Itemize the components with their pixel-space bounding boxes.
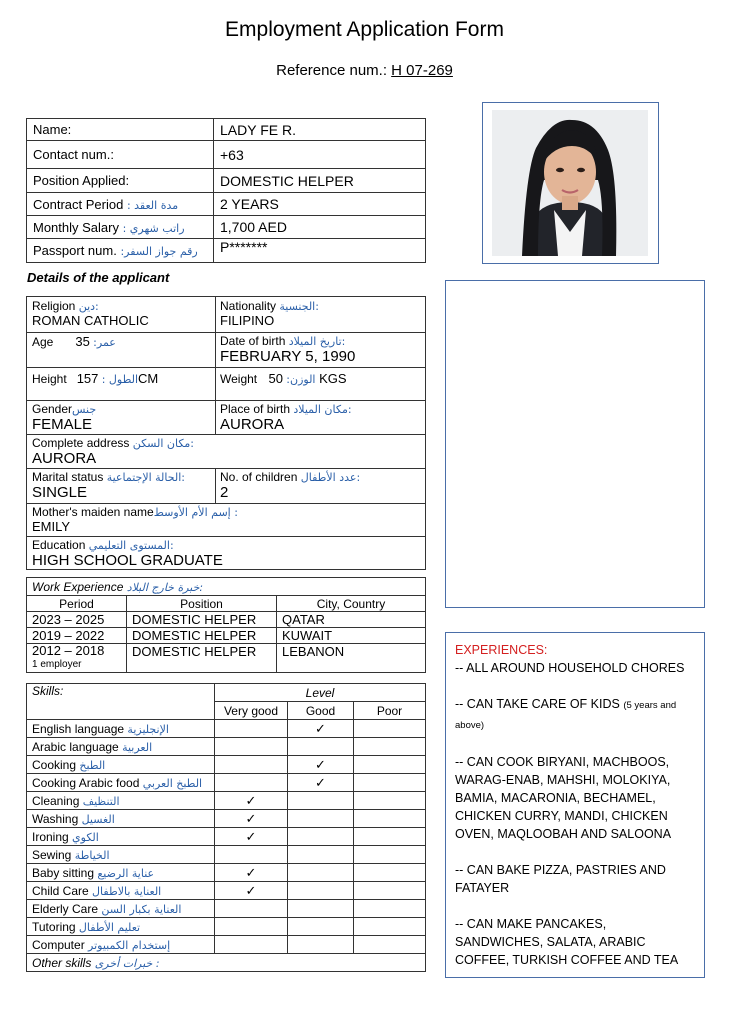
other-skills-cell: [27, 954, 426, 972]
education-cell: [27, 536, 425, 569]
skill-row: [27, 792, 426, 810]
dob-label-ar: تاريخ الميلاد:: [288, 335, 346, 348]
age-label: Age: [32, 335, 54, 349]
salary-label-ar: راتب شهري :: [122, 221, 185, 235]
skill-label-ar: العناية بالاطفال: [92, 884, 162, 898]
skill-label-ar: الكوي: [72, 830, 99, 844]
work-period-cell: [27, 644, 127, 673]
skill-row: [27, 900, 426, 918]
children-label-ar: عدد الأطفال:: [300, 471, 361, 484]
address-value: AURORA: [32, 450, 97, 467]
contact-value: +63: [214, 141, 426, 169]
education-label: Education: [32, 538, 86, 552]
dob-value: FEBRUARY 5, 1990: [220, 348, 356, 365]
check-mark-icon: ✓: [215, 792, 288, 810]
religion-cell: [27, 297, 215, 332]
work-place: KUWAIT: [277, 628, 426, 644]
gender-cell: [27, 400, 215, 434]
passport-cell: [27, 239, 214, 263]
skill-label-cell: [27, 720, 215, 738]
marital-label-ar: الحالة الإجتماعية:: [106, 471, 185, 484]
check-mark-icon: ✓: [215, 864, 288, 882]
skill-row: [27, 774, 426, 792]
marital-label: Marital status: [32, 470, 104, 484]
skill-label: Cooking Arabic food: [32, 775, 140, 790]
skill-label-ar: تعليم الأطفال: [78, 920, 141, 934]
skill-label: Child Care: [32, 883, 89, 898]
form-title: Employment Application Form: [225, 18, 504, 41]
other-skills-label-ar: خبرات أخرى :: [94, 956, 160, 970]
experience-item-kids: [455, 695, 695, 735]
skill-row: [27, 918, 426, 936]
maiden-label: Mother's maiden name: [32, 505, 154, 519]
work-row: [27, 612, 426, 628]
work-title: Work Experience: [32, 579, 124, 594]
skill-row: [27, 738, 426, 756]
skill-label: Cleaning: [32, 793, 80, 808]
age-value: 35: [75, 334, 90, 349]
skill-label: Washing: [32, 811, 79, 826]
skill-level-cell: [354, 792, 426, 810]
gender-label-ar: جنس: [72, 403, 97, 416]
marital-value: SINGLE: [32, 484, 88, 501]
work-experience-table: [26, 577, 426, 673]
skill-level-cell: [215, 738, 288, 756]
skill-level-cell: [354, 738, 426, 756]
contract-cell: [27, 193, 214, 216]
skill-level-cell: [288, 792, 354, 810]
skills-title: Skills:: [27, 684, 215, 720]
skill-level-cell: [354, 756, 426, 774]
skills-title-row: [27, 684, 426, 702]
skill-label-cell: [27, 936, 215, 954]
skill-label-cell: [27, 864, 215, 882]
maiden-value: EMILY: [32, 519, 71, 534]
details-grid: [26, 296, 426, 570]
skills-body: [27, 720, 426, 954]
skill-level-cell: [354, 864, 426, 882]
skill-row: [27, 936, 426, 954]
skill-label: Computer: [32, 937, 85, 952]
skill-level-cell: [354, 846, 426, 864]
experience-item: -- CAN BAKE PIZZA, PASTRIES AND FATAYER: [455, 863, 666, 895]
work-period: 2023 – 2025: [27, 612, 127, 628]
dob-label: Date of birth: [220, 334, 286, 348]
skill-level-cell: [215, 846, 288, 864]
skill-label-ar: الطبخ العربي: [142, 776, 203, 790]
skills-table: [26, 683, 426, 972]
work-place: LEBANON: [277, 644, 426, 673]
info-row-contract: [27, 193, 426, 216]
contract-label: Contract Period: [33, 196, 124, 212]
skill-level-cell: [288, 864, 354, 882]
skill-level-cell: [215, 918, 288, 936]
work-title-cell: [27, 578, 426, 596]
marital-cell: [27, 468, 215, 503]
name-label: Name:: [27, 119, 214, 141]
skill-row: [27, 828, 426, 846]
skill-label-cell: [27, 828, 215, 846]
skill-level-cell: [354, 828, 426, 846]
experiences-heading: EXPERIENCES:: [455, 643, 548, 657]
religion-value: ROMAN CATHOLIC: [32, 313, 149, 328]
skill-level-cell: [215, 756, 288, 774]
nationality-label-ar: الجنسية:: [279, 300, 319, 313]
skill-row: [27, 882, 426, 900]
skill-label: Baby sitting: [32, 865, 95, 880]
contract-value: 2 YEARS: [214, 193, 426, 216]
work-header-row: [27, 596, 426, 612]
skill-label-cell: [27, 882, 215, 900]
skill-row: [27, 810, 426, 828]
skill-label-ar: العربية: [122, 740, 153, 754]
skill-label: Arabic language: [32, 739, 119, 754]
skill-label-cell: [27, 846, 215, 864]
experience-item: -- CAN MAKE PANCAKES, SANDWICHES, SALATA, ARABIC COFFEE, TURKISH COFFEE AND TEA: [455, 917, 679, 967]
check-mark-icon: ✓: [288, 720, 354, 738]
work-title-ar: خبرة خارج البلاد:: [126, 580, 204, 594]
skill-level-cell: [288, 900, 354, 918]
height-label-ar: الطول :: [101, 373, 139, 386]
skill-row: [27, 864, 426, 882]
children-cell: [215, 468, 425, 503]
info-row-name: [27, 119, 426, 141]
reference-number: H 07-269: [391, 62, 453, 79]
work-header-period: Period: [27, 596, 127, 612]
check-mark-icon: ✓: [288, 756, 354, 774]
skill-level-cell: [354, 936, 426, 954]
work-place: QATAR: [277, 612, 426, 628]
religion-label: Religion: [32, 299, 76, 313]
height-label: Height: [32, 372, 67, 386]
skill-level-cell: [354, 918, 426, 936]
weight-cell: [215, 367, 425, 400]
skill-label-cell: [27, 810, 215, 828]
salary-label: Monthly Salary: [33, 219, 119, 235]
skill-row: [27, 720, 426, 738]
skill-label: Cooking: [32, 757, 77, 772]
applicant-photo: [492, 110, 648, 256]
info-row-passport: [27, 239, 426, 263]
name-value: LADY FE R.: [214, 119, 426, 141]
skill-label-ar: إستخدام الكمبيوتر: [88, 938, 171, 952]
skill-level-cell: [354, 774, 426, 792]
skill-label-ar: العناية بكبار السن: [101, 902, 182, 916]
applicant-info-table: [26, 118, 426, 263]
work-position: DOMESTIC HELPER: [127, 612, 277, 628]
info-row-salary: [27, 216, 426, 239]
skill-level-cell: [215, 936, 288, 954]
skill-level-cell: [215, 720, 288, 738]
nationality-cell: [215, 297, 425, 332]
skill-level-cell: [288, 846, 354, 864]
skill-level-cell: [288, 828, 354, 846]
skill-label-cell: [27, 792, 215, 810]
age-cell: [27, 332, 215, 367]
work-row: [27, 628, 426, 644]
check-mark-icon: ✓: [215, 882, 288, 900]
pob-label: Place of birth: [220, 402, 291, 416]
children-value: 2: [220, 484, 229, 501]
work-note: 1 employer: [32, 659, 82, 670]
salary-value: 1,700 AED: [214, 216, 426, 239]
skill-label: Sewing: [32, 847, 72, 862]
position-value: DOMESTIC HELPER: [214, 169, 426, 193]
experience-item: -- CAN COOK BIRYANI, MACHBOOS, WARAG-ENAB, MAHSHI, MOLOKIYA, BAMIA, MACARONIA, BECHAMEL, CHICKEN CURRY, MANDI, CHICKEN OVEN, MAQLOOBAH AND SALOONA: [455, 755, 672, 841]
skill-label-ar: الإنجليزية: [127, 722, 169, 736]
skill-level-cell: [354, 882, 426, 900]
age-label-ar: عمر:: [93, 336, 116, 349]
info-row-position: [27, 169, 426, 193]
skill-label-ar: التنظيف: [82, 794, 120, 808]
education-label-ar: المستوى التعليمي:: [88, 539, 174, 552]
skill-row: [27, 756, 426, 774]
children-label: No. of children: [220, 470, 298, 484]
pob-value: AURORA: [220, 416, 285, 433]
work-position: DOMESTIC HELPER: [127, 628, 277, 644]
salary-cell: [27, 216, 214, 239]
applicant-photo-image: [492, 110, 648, 256]
address-cell: [27, 434, 425, 468]
work-row: [27, 644, 426, 673]
skill-level-cell: [354, 720, 426, 738]
skill-label: Tutoring: [32, 919, 76, 934]
weight-label: Weight: [220, 372, 258, 386]
skill-level-cell: [354, 810, 426, 828]
skill-level-cell: [288, 810, 354, 828]
skill-label: Elderly Care: [32, 901, 99, 916]
check-mark-icon: ✓: [215, 828, 288, 846]
address-label-ar: مكان السكن:: [132, 437, 195, 450]
height-value: 157CM: [76, 371, 159, 386]
gender-label: Gender: [32, 402, 73, 416]
work-header-place: City, Country: [277, 596, 426, 612]
address-label: Complete address: [32, 436, 130, 450]
skill-label-ar: الطبخ: [79, 758, 106, 772]
other-skills-label: Other skills: [32, 955, 92, 970]
details-heading: Details of the applicant: [27, 270, 170, 285]
level-very-good: Very good: [215, 702, 288, 720]
skill-level-cell: [288, 882, 354, 900]
contract-label-ar: مدة العقد :: [126, 198, 179, 212]
experience-item: -- CAN TAKE CARE OF KIDS: [455, 697, 620, 711]
blank-photo-box: [445, 280, 705, 608]
dob-cell: [215, 332, 425, 367]
nationality-value: FILIPINO: [220, 313, 275, 328]
skills-level-label: Level: [215, 684, 426, 702]
education-value: HIGH SCHOOL GRADUATE: [32, 552, 223, 569]
experience-item: -- ALL AROUND HOUSEHOLD CHORES: [455, 661, 685, 675]
experiences-box: [445, 632, 705, 978]
skill-label-ar: الغسيل: [81, 812, 115, 826]
skill-level-cell: [215, 900, 288, 918]
work-position: DOMESTIC HELPER: [127, 644, 277, 673]
skill-label-cell: [27, 756, 215, 774]
reference-line: [0, 62, 729, 79]
pob-label-ar: مكان الميلاد:: [293, 403, 352, 416]
skill-label: Ironing: [32, 829, 69, 844]
passport-label: Passport num.: [33, 243, 117, 258]
weight-value: 50 KGS: [268, 371, 347, 386]
skill-level-cell: [354, 900, 426, 918]
nationality-label: Nationality: [220, 299, 277, 313]
skill-label-ar: عناية الرضيع: [97, 866, 155, 880]
position-label: Position Applied:: [27, 169, 214, 193]
skill-label-cell: [27, 900, 215, 918]
level-good: Good: [288, 702, 354, 720]
religion-label-ar: دين:: [78, 300, 99, 313]
other-skills-row: [27, 954, 426, 972]
maiden-label-ar: إسم الأم الأوسط :: [153, 506, 238, 519]
check-mark-icon: ✓: [215, 810, 288, 828]
level-poor: Poor: [354, 702, 426, 720]
passport-label-ar: رقم جواز السفر:: [120, 245, 198, 258]
skill-level-cell: [288, 936, 354, 954]
work-period: 2019 – 2022: [27, 628, 127, 644]
weight-label-ar: الوزن:: [286, 373, 316, 386]
reference-label: Reference num.:: [276, 62, 387, 79]
skill-level-cell: [288, 738, 354, 756]
skill-level-cell: [288, 918, 354, 936]
height-cell: [27, 367, 215, 400]
pob-cell: [215, 400, 425, 434]
skill-label-ar: الخياطة: [74, 848, 110, 862]
experience-item-note: (5 years and above): [455, 700, 677, 731]
skill-label-cell: [27, 918, 215, 936]
skill-label-cell: [27, 774, 215, 792]
gender-value: FEMALE: [32, 416, 93, 433]
work-header-position: Position: [127, 596, 277, 612]
check-mark-icon: ✓: [288, 774, 354, 792]
info-row-contact: [27, 141, 426, 169]
maiden-cell: [27, 503, 425, 536]
skill-label: English language: [32, 721, 125, 736]
work-period: 2012 – 2018: [32, 643, 105, 658]
skill-label-cell: [27, 738, 215, 756]
work-title-row: [27, 578, 426, 596]
contact-label: Contact num.:: [27, 141, 214, 169]
skill-row: [27, 846, 426, 864]
passport-value: P*******: [214, 239, 426, 263]
skill-level-cell: [215, 774, 288, 792]
